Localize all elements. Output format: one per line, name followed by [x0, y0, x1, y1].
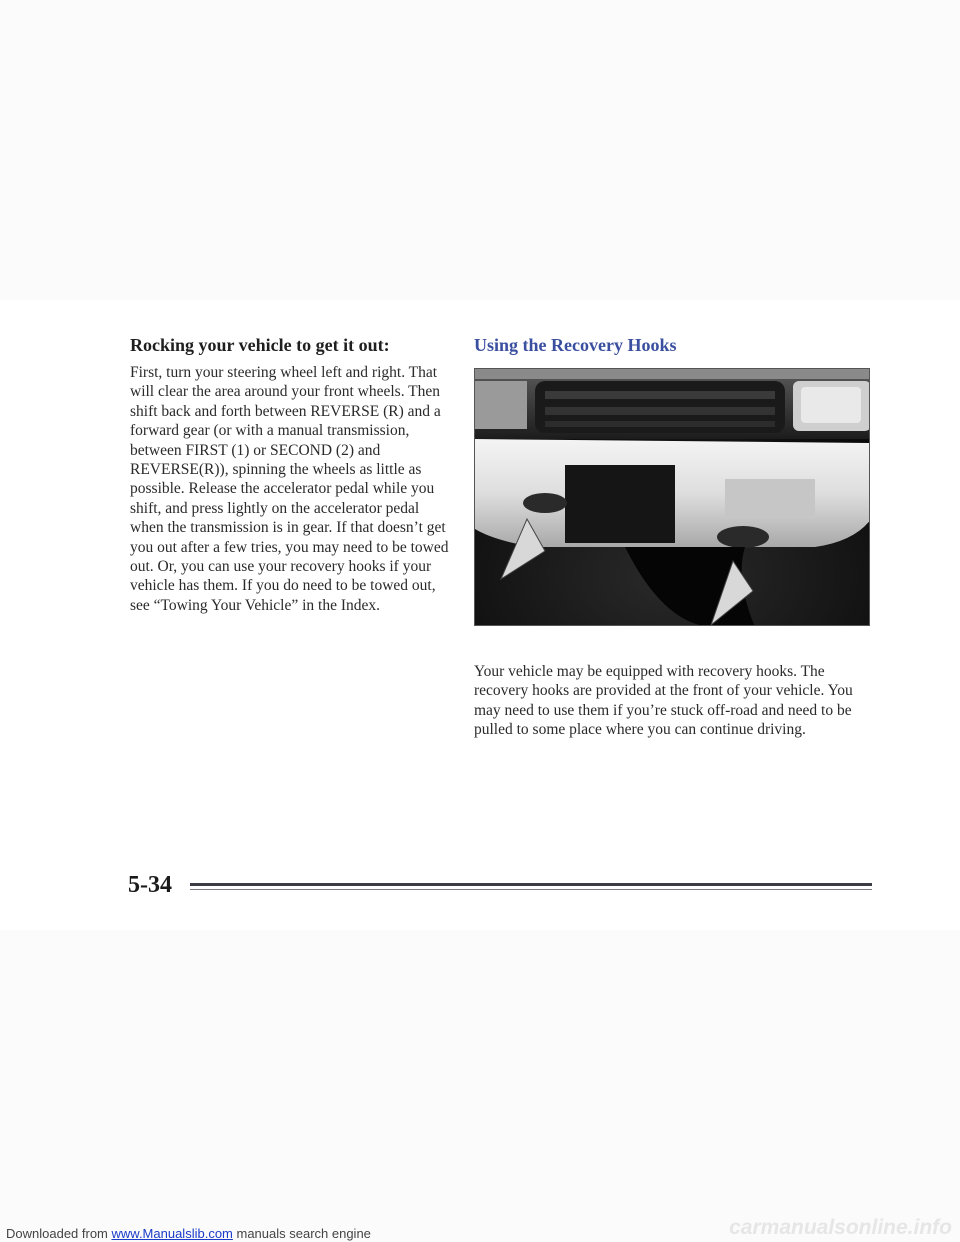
recovery-hooks-paragraph: Your vehicle may be equipped with recovery hooks. The recovery hooks are provided at the front of your vehicle. You may need to use them if you’re stuck off-road and need to be pulled to some place where you can continue driving.	[474, 663, 853, 739]
page-number: 5-34	[128, 872, 172, 898]
section-heading-rocking: Rocking your vehicle to get it out:	[130, 335, 390, 355]
footer-suffix: manuals search engine	[232, 1226, 371, 1241]
footer-prefix: Downloaded from	[6, 1226, 112, 1241]
rocking-paragraph: First, turn your steering wheel left and right. That will clear the area around your front wheels. Then shift back and forth between REVERSE (R) and a forward gear (or with a manual transmission, between FIRST (1) or SECOND (2) and REVERSE(R)), spinning the wheels as little as possible. Release the accelerator pedal while you shift, and press lightly on the accelerator pedal when the transmission is in gear. If that doesn’t get you out after a few tries, you may need to be towed out. Or, you can use your recovery hooks if your vehicle has them. If you do need to be towed out, see “Towing Your Vehicle” in the Index.	[130, 364, 449, 614]
page-number-rule-thin	[190, 889, 872, 890]
page-number-rule	[190, 883, 872, 886]
truck-front-bumper-recovery-hooks-icon	[475, 369, 870, 626]
section-heading-recovery-hooks: Using the Recovery Hooks	[474, 335, 677, 355]
download-footer	[6, 1226, 371, 1241]
site-watermark: carmanualsonline.info	[729, 1216, 952, 1239]
manualslib-link[interactable]: www.Manualslib.com	[111, 1226, 233, 1241]
recovery-hooks-photo	[474, 368, 870, 626]
